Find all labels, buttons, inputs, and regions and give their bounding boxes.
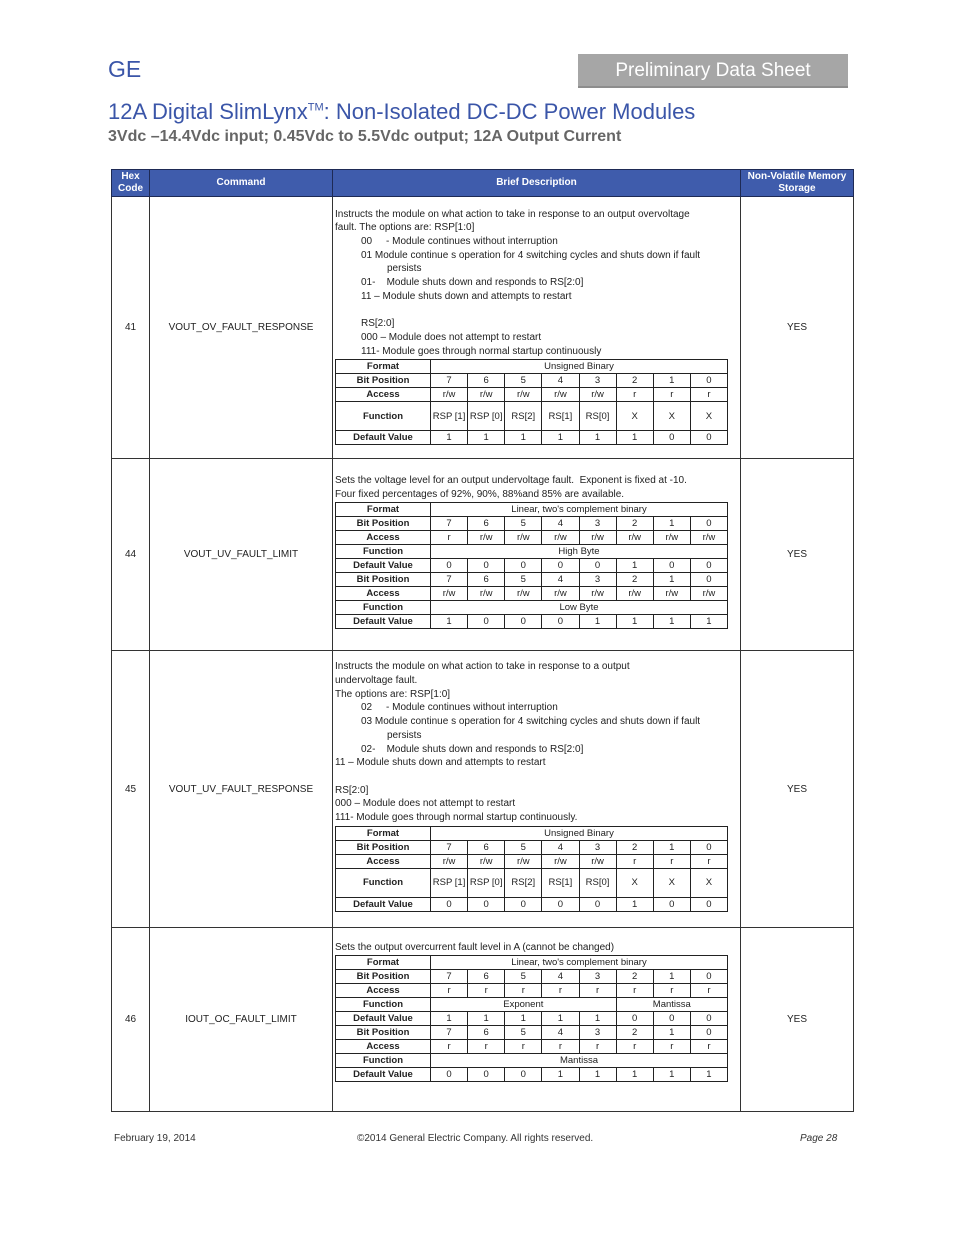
format-value: Unsigned Binary <box>431 826 728 840</box>
access-cell: r/w <box>505 854 542 868</box>
access-label: Access <box>336 531 431 545</box>
default-label: Default Value <box>336 615 431 629</box>
access-cell: r <box>542 1040 579 1054</box>
option-line: 02- Module shuts down and responds to RS[2:0] <box>361 743 584 755</box>
default-row <box>336 897 728 911</box>
table-header-row <box>112 170 854 197</box>
function-row <box>336 1054 728 1068</box>
bit-cell: 1 <box>653 1026 690 1040</box>
default-cell: 0 <box>653 897 690 911</box>
bit-cell: 5 <box>505 970 542 984</box>
option-line: 11 – Module shuts down and attempts to restart <box>335 757 546 769</box>
bit-cell: 3 <box>579 374 616 388</box>
title-main: 12A Digital SlimLynx <box>108 99 308 124</box>
nvm-value: YES <box>741 651 854 928</box>
access-cell: r/w <box>542 854 579 868</box>
bit-cell: 6 <box>468 573 505 587</box>
function-cell: RS[2] <box>505 402 542 431</box>
ge-logo: GE <box>108 56 142 82</box>
bit-position-row <box>336 517 728 531</box>
bit-cell: 6 <box>468 840 505 854</box>
access-cell: r/w <box>542 587 579 601</box>
access-cell: r/w <box>431 388 468 402</box>
page-number: Page 28 <box>800 1133 838 1144</box>
default-cell: 0 <box>616 1012 653 1026</box>
access-cell: r <box>653 1040 690 1054</box>
function-label: Function <box>336 545 431 559</box>
bit-cell: 2 <box>616 374 653 388</box>
bit-table <box>335 359 728 445</box>
bit-cell: 0 <box>690 840 727 854</box>
bit-cell: 0 <box>690 970 727 984</box>
default-cell: 0 <box>505 615 542 629</box>
function-label: Function <box>336 868 431 897</box>
hex-code: 44 <box>112 459 150 651</box>
function-cell: RS[2] <box>505 868 542 897</box>
command-name: VOUT_UV_FAULT_LIMIT <box>150 459 333 651</box>
function-cell: RSP [1] <box>431 402 468 431</box>
hex-code: 46 <box>112 928 150 1112</box>
default-cell: 1 <box>468 431 505 445</box>
rs-line: 000 – Module does not attempt to restart <box>335 798 516 810</box>
default-row <box>336 1012 728 1026</box>
access-row <box>336 388 728 402</box>
bit-cell: 4 <box>542 374 579 388</box>
rs-line: 111- Module goes through normal startup continuously <box>361 345 602 357</box>
default-cell: 0 <box>468 897 505 911</box>
bit-cell: 3 <box>579 840 616 854</box>
default-label: Default Value <box>336 1012 431 1026</box>
table-row <box>112 197 854 459</box>
access-cell: r <box>690 854 727 868</box>
default-cell: 0 <box>653 559 690 573</box>
nvm-value: YES <box>741 928 854 1112</box>
description-intro: Instructs the module on what action to take in response to a output undervoltage fault. The options are: RSP[1:0] <box>335 661 630 700</box>
default-row <box>336 431 728 445</box>
function-cell: RS[1] <box>542 868 579 897</box>
bit-cell: 0 <box>690 573 727 587</box>
header-nvm: Non-Volatile Memory Storage <box>741 170 854 197</box>
default-cell: 1 <box>616 431 653 445</box>
bit-cell: 2 <box>616 970 653 984</box>
access-row <box>336 531 728 545</box>
default-row <box>336 559 728 573</box>
bit-cell: 2 <box>616 840 653 854</box>
description-intro: Instructs the module on what action to take in response to an output overvoltage fault. The options are: RSP[1:0] <box>335 208 690 234</box>
format-value: Linear, two's complement binary <box>431 503 728 517</box>
default-cell: 0 <box>431 1068 468 1082</box>
default-cell: 0 <box>431 897 468 911</box>
hex-code: 41 <box>112 197 150 459</box>
default-cell: 0 <box>505 1068 542 1082</box>
access-label: Access <box>336 388 431 402</box>
table-row <box>112 928 854 1112</box>
default-label: Default Value <box>336 897 431 911</box>
nvm-value: YES <box>741 459 854 651</box>
hex-code: 45 <box>112 651 150 928</box>
table-row <box>112 651 854 928</box>
header-command: Command <box>150 170 333 197</box>
access-cell: r/w <box>431 854 468 868</box>
default-cell: 1 <box>468 1012 505 1026</box>
default-cell: 0 <box>653 1012 690 1026</box>
function-label: Function <box>336 1054 431 1068</box>
access-cell: r/w <box>579 388 616 402</box>
default-cell: 1 <box>690 615 727 629</box>
bit-cell: 0 <box>690 1026 727 1040</box>
function-cell: Low Byte <box>431 601 728 615</box>
function-label: Function <box>336 402 431 431</box>
access-cell: r <box>690 984 727 998</box>
bit-cell: 1 <box>653 517 690 531</box>
default-cell: 1 <box>431 615 468 629</box>
default-cell: 0 <box>505 897 542 911</box>
bit-cell: 7 <box>431 573 468 587</box>
bit-cell: 4 <box>542 970 579 984</box>
access-cell: r <box>616 1040 653 1054</box>
access-cell: r <box>616 854 653 868</box>
rs-line: 000 – Module does not attempt to restart <box>361 331 542 343</box>
option-line: 01 Module continue s operation for 4 switching cycles and shuts down if fault persists <box>361 249 701 275</box>
bit-cell: 5 <box>505 517 542 531</box>
default-cell: 0 <box>690 897 727 911</box>
bit-position-row <box>336 573 728 587</box>
title-rest: : Non-Isolated DC-DC Power Modules <box>323 99 696 124</box>
option-line: 00 - Module continues without interruption <box>361 236 558 248</box>
function-row <box>336 998 728 1012</box>
access-cell: r <box>690 1040 727 1054</box>
bit-cell: 1 <box>653 970 690 984</box>
access-cell: r <box>431 984 468 998</box>
function-cell: X <box>616 402 653 431</box>
default-cell: 0 <box>690 431 727 445</box>
command-table <box>111 169 854 1112</box>
function-cell: X <box>616 868 653 897</box>
format-label: Format <box>336 503 431 517</box>
access-cell: r/w <box>468 531 505 545</box>
footer-date: February 19, 2014 <box>114 1133 196 1144</box>
function-cell: RS[0] <box>579 868 616 897</box>
trademark: TM <box>307 101 324 114</box>
default-label: Default Value <box>336 431 431 445</box>
default-cell: 1 <box>579 1068 616 1082</box>
access-label: Access <box>336 984 431 998</box>
bit-cell: 0 <box>690 374 727 388</box>
function-cell: RSP [0] <box>468 868 505 897</box>
nvm-value: YES <box>741 197 854 459</box>
bit-table <box>335 826 728 912</box>
access-cell: r <box>542 984 579 998</box>
bit-cell: 7 <box>431 1026 468 1040</box>
default-cell: 1 <box>542 431 579 445</box>
function-cell: High Byte <box>431 545 728 559</box>
access-row <box>336 984 728 998</box>
default-cell: 1 <box>616 897 653 911</box>
default-cell: 1 <box>690 1068 727 1082</box>
access-cell: r/w <box>468 587 505 601</box>
access-cell: r/w <box>653 531 690 545</box>
access-cell: r <box>653 854 690 868</box>
format-label: Format <box>336 360 431 374</box>
access-cell: r/w <box>616 531 653 545</box>
default-cell: 1 <box>431 431 468 445</box>
function-row <box>336 601 728 615</box>
access-cell: r/w <box>505 587 542 601</box>
function-cell: RSP [1] <box>431 868 468 897</box>
access-cell: r/w <box>690 531 727 545</box>
bit-position-row <box>336 840 728 854</box>
default-cell: 0 <box>542 897 579 911</box>
access-cell: r <box>468 984 505 998</box>
preliminary-badge: Preliminary Data Sheet <box>578 54 848 88</box>
access-cell: r <box>431 531 468 545</box>
function-cell: X <box>690 402 727 431</box>
default-cell: 0 <box>468 615 505 629</box>
bit-cell: 3 <box>579 517 616 531</box>
default-cell: 0 <box>653 431 690 445</box>
header-hex: Hex Code <box>112 170 150 197</box>
description-cell <box>333 651 741 928</box>
rs-line: 111- Module goes through normal startup continuously. <box>335 812 578 823</box>
default-cell: 1 <box>505 431 542 445</box>
format-label: Format <box>336 956 431 970</box>
default-cell: 1 <box>505 1012 542 1026</box>
access-cell: r/w <box>542 388 579 402</box>
bit-cell: 5 <box>505 1026 542 1040</box>
format-label: Format <box>336 826 431 840</box>
access-row <box>336 1040 728 1054</box>
command-name: VOUT_OV_FAULT_RESPONSE <box>150 197 333 459</box>
bit-cell: 2 <box>616 517 653 531</box>
bit-position-label: Bit Position <box>336 517 431 531</box>
function-cell: X <box>690 868 727 897</box>
access-cell: r <box>616 984 653 998</box>
default-cell: 0 <box>468 559 505 573</box>
access-cell: r <box>505 1040 542 1054</box>
default-cell: 1 <box>616 559 653 573</box>
bit-position-label: Bit Position <box>336 573 431 587</box>
description-cell <box>333 928 741 1112</box>
description-intro: Sets the voltage level for an output undervoltage fault. Exponent is fixed at -10. Four fixed percentages of 92%, 90%, 88%and 85% are available. <box>335 474 687 500</box>
access-cell: r/w <box>431 587 468 601</box>
bit-position-label: Bit Position <box>336 970 431 984</box>
bit-position-label: Bit Position <box>336 374 431 388</box>
default-cell: 1 <box>653 1068 690 1082</box>
bit-cell: 7 <box>431 840 468 854</box>
function-cell: X <box>653 402 690 431</box>
default-cell: 1 <box>579 431 616 445</box>
access-cell: r <box>653 388 690 402</box>
default-cell: 0 <box>690 1012 727 1026</box>
default-cell: 0 <box>579 559 616 573</box>
bit-cell: 0 <box>690 517 727 531</box>
bit-cell: 7 <box>431 970 468 984</box>
default-cell: 0 <box>505 559 542 573</box>
bit-position-row <box>336 374 728 388</box>
default-cell: 1 <box>542 1068 579 1082</box>
format-value: Unsigned Binary <box>431 360 728 374</box>
access-cell: r/w <box>653 587 690 601</box>
description-cell <box>333 459 741 651</box>
bit-cell: 6 <box>468 970 505 984</box>
function-cell: RS[0] <box>579 402 616 431</box>
access-row <box>336 854 728 868</box>
access-cell: r <box>579 984 616 998</box>
function-cell: Exponent <box>431 998 617 1012</box>
table-row <box>112 459 854 651</box>
page-subtitle: 3Vdc –14.4Vdc input; 0.45Vdc to 5.5Vdc output; 12A Output Current <box>108 128 622 145</box>
command-name: IOUT_OC_FAULT_LIMIT <box>150 928 333 1112</box>
bit-position-label: Bit Position <box>336 840 431 854</box>
option-line: 03 Module continue s operation for 4 switching cycles and shuts down if fault persists <box>361 716 701 741</box>
function-row <box>336 868 728 897</box>
access-label: Access <box>336 587 431 601</box>
default-cell: 1 <box>616 615 653 629</box>
function-row <box>336 402 728 431</box>
footer-copyright: ©2014 General Electric Company. All rights reserved. <box>357 1133 594 1144</box>
default-cell: 0 <box>542 559 579 573</box>
bit-cell: 2 <box>616 573 653 587</box>
default-cell: 0 <box>542 615 579 629</box>
bit-cell: 5 <box>505 374 542 388</box>
access-cell: r/w <box>468 854 505 868</box>
default-cell: 1 <box>616 1068 653 1082</box>
bit-cell: 1 <box>653 374 690 388</box>
bit-cell: 3 <box>579 573 616 587</box>
default-label: Default Value <box>336 559 431 573</box>
access-cell: r/w <box>579 854 616 868</box>
access-cell: r/w <box>579 531 616 545</box>
default-label: Default Value <box>336 1068 431 1082</box>
bit-cell: 4 <box>542 840 579 854</box>
access-cell: r/w <box>468 388 505 402</box>
access-cell: r/w <box>579 587 616 601</box>
default-cell: 1 <box>431 1012 468 1026</box>
access-cell: r <box>616 388 653 402</box>
access-cell: r <box>579 1040 616 1054</box>
access-label: Access <box>336 854 431 868</box>
bit-table <box>335 955 728 1082</box>
bit-cell: 6 <box>468 1026 505 1040</box>
bit-cell: 5 <box>505 840 542 854</box>
rs-heading: RS[2:0] <box>361 318 395 330</box>
format-value: Linear, two's complement binary <box>431 956 728 970</box>
bit-cell: 2 <box>616 1026 653 1040</box>
access-row <box>336 587 728 601</box>
bit-position-row <box>336 970 728 984</box>
access-label: Access <box>336 1040 431 1054</box>
option-line: 01- Module shuts down and responds to RS[2:0] <box>361 277 584 289</box>
default-cell: 1 <box>579 615 616 629</box>
bit-cell: 4 <box>542 517 579 531</box>
page-title <box>108 99 695 125</box>
rs-heading: RS[2:0] <box>335 784 369 796</box>
bit-position-label: Bit Position <box>336 1026 431 1040</box>
description-intro: Sets the output overcurrent fault level in A (cannot be changed) <box>335 941 615 953</box>
access-cell: r/w <box>690 587 727 601</box>
bit-cell: 1 <box>653 840 690 854</box>
access-cell: r/w <box>505 531 542 545</box>
header-description: Brief Description <box>333 170 741 197</box>
function-cell: RS[1] <box>542 402 579 431</box>
access-cell: r <box>468 1040 505 1054</box>
default-cell: 1 <box>542 1012 579 1026</box>
bit-table <box>335 502 728 629</box>
function-row <box>336 545 728 559</box>
function-label: Function <box>336 601 431 615</box>
bit-position-row <box>336 1026 728 1040</box>
default-cell: 1 <box>653 615 690 629</box>
description-cell <box>333 197 741 459</box>
function-cell: Mantissa <box>431 1054 728 1068</box>
default-cell: 0 <box>579 897 616 911</box>
option-line: 02 - Module continues without interruption <box>361 702 558 714</box>
function-cell: Mantissa <box>616 998 727 1012</box>
bit-cell: 6 <box>468 517 505 531</box>
option-line: 11 – Module shuts down and attempts to restart <box>361 290 572 302</box>
function-cell: RSP [0] <box>468 402 505 431</box>
default-cell: 0 <box>690 559 727 573</box>
function-cell: X <box>653 868 690 897</box>
function-label: Function <box>336 998 431 1012</box>
access-cell: r <box>653 984 690 998</box>
access-cell: r/w <box>542 531 579 545</box>
bit-cell: 3 <box>579 1026 616 1040</box>
default-cell: 0 <box>431 559 468 573</box>
default-cell: 1 <box>579 1012 616 1026</box>
bit-cell: 5 <box>505 573 542 587</box>
default-cell: 0 <box>468 1068 505 1082</box>
bit-cell: 6 <box>468 374 505 388</box>
access-cell: r <box>690 388 727 402</box>
bit-cell: 4 <box>542 573 579 587</box>
bit-cell: 1 <box>653 573 690 587</box>
bit-cell: 7 <box>431 517 468 531</box>
access-cell: r <box>505 984 542 998</box>
bit-cell: 7 <box>431 374 468 388</box>
access-cell: r/w <box>505 388 542 402</box>
access-cell: r <box>431 1040 468 1054</box>
command-name: VOUT_UV_FAULT_RESPONSE <box>150 651 333 928</box>
bit-cell: 3 <box>579 970 616 984</box>
default-row <box>336 615 728 629</box>
bit-cell: 4 <box>542 1026 579 1040</box>
default-row <box>336 1068 728 1082</box>
access-cell: r/w <box>616 587 653 601</box>
